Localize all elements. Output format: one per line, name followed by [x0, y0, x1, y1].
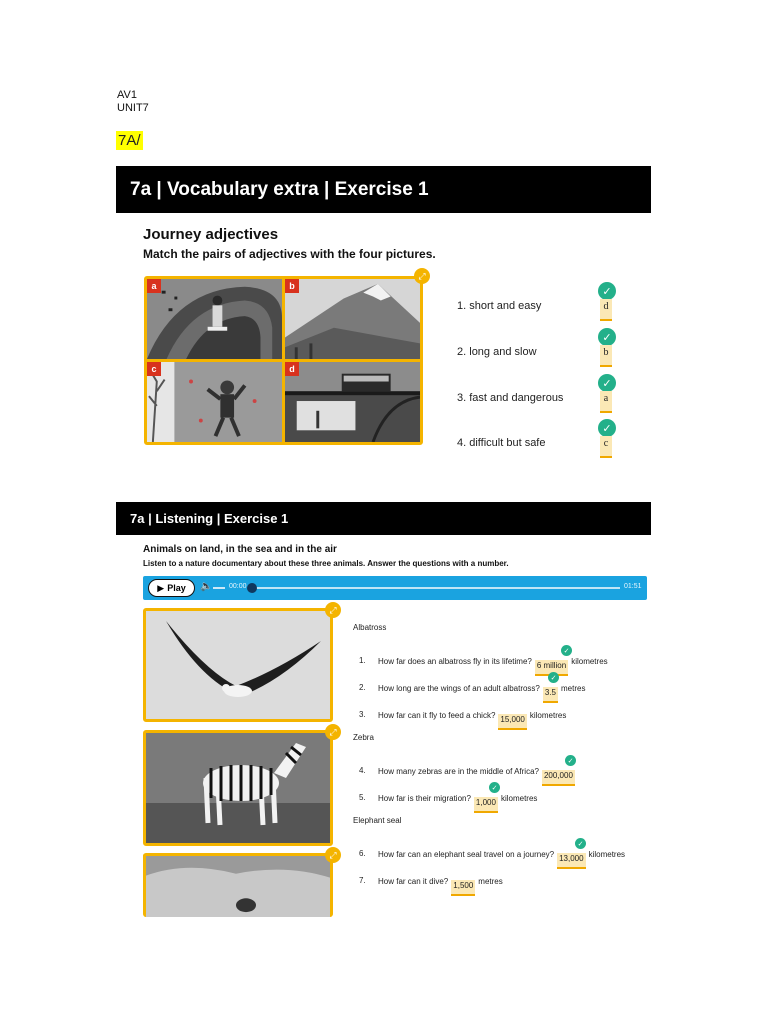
progress-track[interactable]	[250, 587, 620, 589]
listening-banner: 7a | Listening | Exercise 1	[116, 502, 651, 535]
expand-icon[interactable]: ⤢	[414, 268, 430, 284]
question-row	[359, 758, 659, 780]
question-row	[359, 675, 659, 697]
picture-label-c: c	[147, 362, 161, 376]
zebra-picture	[143, 730, 333, 846]
vocabulary-title: Journey adjectives	[143, 226, 279, 243]
elephant-seal-picture	[143, 853, 333, 917]
answer-field[interactable]: 1,500	[451, 880, 475, 896]
listening-title: Animals on land, in the sea and in the air	[143, 544, 337, 555]
picture-label-a: a	[147, 279, 161, 293]
check-icon: ✓	[489, 782, 500, 793]
question-row	[359, 841, 659, 863]
question-number: 6.	[359, 849, 366, 858]
question-number: 4.	[359, 766, 366, 775]
volume-icon[interactable]: 🔈	[200, 581, 213, 592]
check-icon: ✓	[575, 838, 586, 849]
question-text: How far does an albatross fly in its lifetime? 6 million kilometres	[378, 656, 608, 672]
picture-grid	[144, 276, 423, 445]
answer-field[interactable]: 13,000	[557, 853, 585, 869]
question-row	[359, 648, 659, 670]
vocabulary-instruction: Match the pairs of adjectives with the four pictures.	[143, 247, 436, 261]
question-row	[359, 785, 659, 807]
check-icon: ✓	[598, 374, 616, 392]
answer-field[interactable]: 6 million	[535, 660, 568, 676]
check-icon: ✓	[598, 282, 616, 300]
play-button[interactable]	[148, 579, 195, 597]
question-number: 3.	[359, 710, 366, 719]
picture-label-d: d	[285, 362, 299, 376]
match-item-text: 2. long and slow	[457, 346, 537, 358]
progress-handle[interactable]	[247, 583, 257, 593]
play-icon: ▶	[157, 582, 165, 593]
expand-icon[interactable]: ⤢	[325, 724, 341, 740]
answer-field[interactable]: 3.5	[543, 687, 558, 703]
picture-a-surfer	[147, 279, 282, 359]
question-text: How long are the wings of an adult albatross? 3.5 metres	[378, 683, 585, 699]
question-row	[359, 702, 659, 724]
picture-b-mountain	[285, 279, 420, 359]
question-number: 7.	[359, 876, 366, 885]
highlighted-heading: 7A/	[118, 132, 141, 149]
check-icon: ✓	[598, 419, 616, 437]
volume-slider[interactable]	[213, 587, 225, 589]
play-label: Play	[167, 583, 186, 593]
picture-label-b: b	[285, 279, 299, 293]
question-text: How many zebras are in the middle of Africa? 200,000	[378, 766, 578, 782]
vocabulary-banner: 7a | Vocabulary extra | Exercise 1	[116, 166, 651, 213]
expand-icon[interactable]: ⤢	[325, 602, 341, 618]
section-label-elephant-seal: Elephant seal	[353, 816, 402, 825]
match-answer-field[interactable]: b	[600, 345, 612, 367]
match-item	[457, 328, 627, 373]
match-item	[457, 419, 627, 464]
question-text: How far can an elephant seal travel on a journey? 13,000 kilometres	[378, 849, 625, 865]
match-item-text: 4. difficult but safe	[457, 437, 546, 449]
match-answer-field[interactable]: d	[600, 299, 612, 321]
doc-line-unit: UNIT7	[117, 102, 149, 114]
match-answer-field[interactable]: a	[600, 391, 612, 413]
listening-instruction: Listen to a nature documentary about these three animals. Answer the questions with a number.	[143, 559, 509, 568]
check-icon: ✓	[598, 328, 616, 346]
section-label-albatross: Albatross	[353, 623, 387, 632]
section-label-zebra: Zebra	[353, 733, 374, 742]
match-item-text: 1. short and easy	[457, 300, 542, 312]
total-time: 01:51	[624, 583, 642, 590]
answer-field[interactable]: 200,000	[542, 770, 575, 786]
audio-player	[143, 576, 647, 600]
question-number: 5.	[359, 793, 366, 802]
check-icon: ✓	[548, 672, 559, 683]
picture-d-bus-bridge	[285, 362, 420, 442]
question-text: How far is their migration? 1,000 kilometres	[378, 793, 537, 809]
question-number: 1.	[359, 656, 366, 665]
match-item-text: 3. fast and dangerous	[457, 392, 564, 404]
doc-line-av1: AV1	[117, 89, 137, 101]
match-item	[457, 282, 627, 327]
picture-c-climber	[147, 362, 282, 442]
answer-field[interactable]: 15,000	[498, 714, 526, 730]
answer-field[interactable]: 1,000	[474, 797, 498, 813]
match-item	[457, 374, 627, 419]
question-text: How far can it fly to feed a chick? 15,000 kilometres	[378, 710, 566, 726]
match-answer-field[interactable]: c	[600, 436, 612, 458]
question-number: 2.	[359, 683, 366, 692]
check-icon: ✓	[565, 755, 576, 766]
question-row	[359, 868, 659, 890]
albatross-picture	[143, 608, 333, 722]
expand-icon[interactable]: ⤢	[325, 847, 341, 863]
question-text: How far can it dive? 1,500 metres	[378, 876, 503, 892]
check-icon: ✓	[561, 645, 572, 656]
current-time: 00:00	[229, 583, 247, 590]
